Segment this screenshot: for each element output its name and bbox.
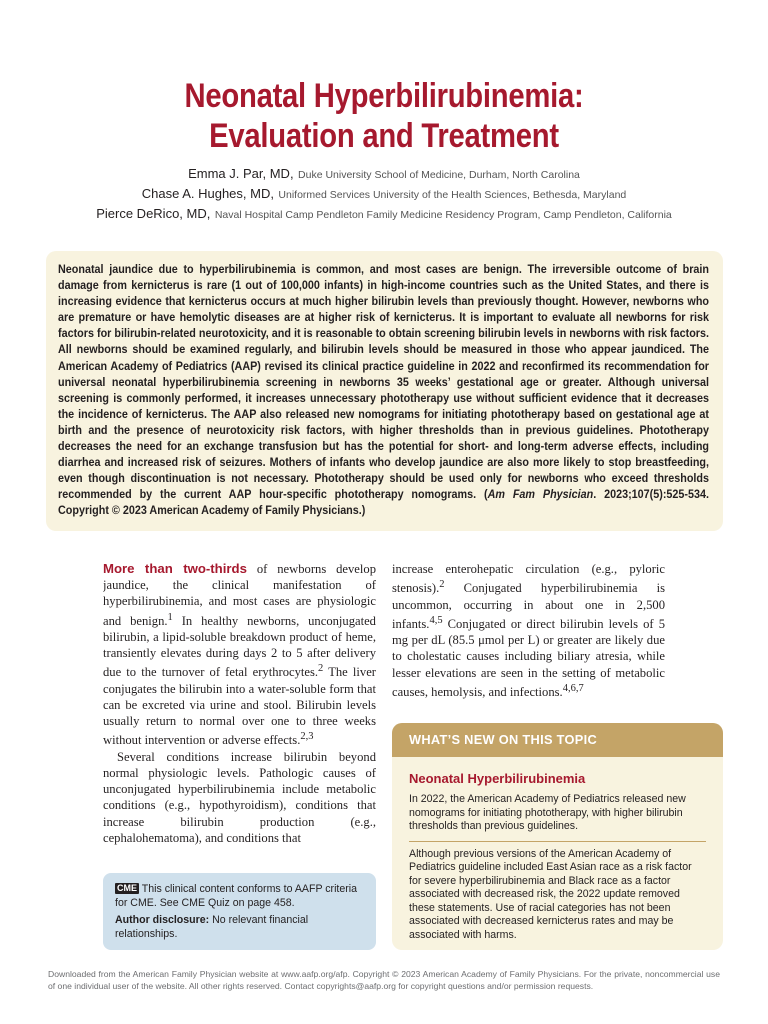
disclosure-label: Author disclosure:: [115, 913, 210, 926]
author-affiliation: Naval Hospital Camp Pendleton Family Medicine Residency Program, Camp Pendleton, California: [214, 209, 672, 221]
author-1: [0, 164, 768, 184]
author-disclosure: Author disclosure: No relevant financial relationships.: [115, 913, 309, 941]
citation-details: . 2023;107(5):525-534. Copyright © 2023 American Academy of Family Physicians.): [58, 488, 709, 518]
author-affiliation: Duke University School of Medicine, Durham, North Carolina: [298, 169, 580, 181]
body-paragraph: Several conditions increase bilirubin beyond normal physiologic levels. Pathologic causes of unconjugated hyperbilirubinemia include metabolic conditions (e.g., hypothyroidism), conditions that increase bilirubin production (e.g., cephalohematoma), and conditions that: [103, 749, 376, 845]
reference-marker: 4,6,7: [562, 682, 584, 694]
cme-badge: CME: [117, 883, 137, 893]
whats-new-box: [392, 723, 723, 950]
lead-in: More than two-thirds: [103, 561, 247, 576]
cme-statement: CME This clinical content conforms to AAFP criteria for CME. See CME Quiz on page 458.: [115, 883, 358, 910]
author-name: Chase A. Hughes, MD,: [141, 186, 274, 201]
divider: [409, 841, 706, 842]
whats-new-paragraph: Although previous versions of the American Academy of Pediatrics guideline included East Asian race as a risk factor for severe hyperbilirubinemia and Black race as a factor associated with decreased risk, the 2022 update removed these statements. Use of racial categories has not been associated with decreased kernicterus rates and may be associated with harms.: [409, 847, 692, 941]
body-column-right: [392, 561, 665, 711]
author-2: [0, 184, 768, 204]
reference-marker: 4,5: [429, 614, 443, 626]
citation-journal: Am Fam Physician: [487, 488, 594, 502]
whats-new-subtitle: Neonatal Hyperbilirubinemia: [409, 771, 586, 786]
title-line-1: Neonatal Hyperbilirubinemia:: [184, 77, 584, 115]
author-name: Pierce DeRico, MD,: [96, 206, 211, 221]
abstract-text: Neonatal jaundice due to hyperbilirubinemia is common, and most cases are benign. The irreversible outcome of brain damage from kernicterus is rare (1 out of 100,000 infants) in high-income countries such as the United States, and there is increasing evidence that kernicterus occurs at much higher bilirubin levels than previously thought. However, newborns who are premature or have hemolytic diseases are at higher risk of kernicterus. It is important to evaluate all newborns for risk factors for bilirubin-related neurotoxicity, and it is reasonable to obtain screening bilirubin levels in newborns with risk factors. All newborns should be examined regularly, and bilirubin levels should be measured in those who appear jaundiced. The American Academy of Pediatrics (AAP) revised its clinical practice guideline in 2022 and reconfirmed its recommendation for universal neonatal hyperbilirubinemia screening in newborns 35 weeks’ gestational age or greater. Although universal screening is commonly performed, it increases unnecessary phototherapy use without sufficient evidence that it decreases the incidence of kernicterus. The AAP also released new nomograms for initiating phototherapy based on gestational age at birth and the presence of neurotoxicity risk factors, with higher thresholds than in previous guidelines. Phototherapy decreases the need for an exchange transfusion but has the potential for short- and long-term adverse effects, including diarrhea and increased risk of seizures. Mothers of infants who develop jaundice are also more likely to stop breastfeeding, even though discontinuation is not necessary. Phototherapy should be used only for newborns who exceed thresholds recommended by the current AAP hour-specific phototherapy nomograms. (Am Fam Physician. 2023;107(5):525-534. Copyright © 2023 American Academy of Family Physicians.): [58, 263, 709, 518]
whats-new-paragraph: In 2022, the American Academy of Pediatrics released new nomograms for initiating phototherapy, with higher bilirubin thresholds than previous guidelines.: [409, 793, 686, 832]
body-paragraph: increase enterohepatic circulation (e.g., pyloric stenosis).$^2$ Conjugated hyperbilirubinemia is uncommon, occurring in about one in 2,500 infants.$^{4,5}$ Conjugated or direct bilirubin levels of 5 mg per dL (85.5 μmol per L) or greater are likely due to cholestatic causes including biliary atresia, while lesser elevations are seen in the setting of metabolic causes, hemolysis, and infections.$^{4,6,7}$: [392, 562, 665, 699]
cme-box: [103, 873, 376, 950]
reference-marker: 1: [167, 611, 173, 623]
author-affiliation: Uniformed Services University of the Health Sciences, Bethesda, Maryland: [278, 189, 627, 201]
title-line-2: Evaluation and Treatment: [209, 117, 559, 155]
author-3: [0, 204, 768, 224]
reference-marker: 2: [439, 579, 445, 591]
abstract-box: [46, 251, 723, 531]
article-title: [54, 76, 714, 156]
reference-marker: 2: [318, 663, 324, 675]
author-list: [0, 164, 768, 224]
author-name: Emma J. Par, MD,: [188, 166, 294, 181]
copyright-footer: Downloaded from the American Family Physician website at www.aafp.org/afp. Copyright © 2023 American Academy of Family Physicians. For the private, noncommercial use of one individual user of the website. All other rights reserved. Contact copyrights@aafp.org for copyright questions and/or permission requests.: [48, 969, 720, 991]
body-paragraph: More than two-thirds of newborns develop jaundice, the clinical manifestation of hyperbilirubinemia, and most cases are physiologic and benign.$^1$ In healthy newborns, unconjugated bilirubin, a lipid-soluble breakdown product of heme, transiently elevates during days 2 to 5 after delivery due to the turnover of fetal erythrocytes.$^2$ The liver conjugates the bilirubin into a water-soluble form that can be excreted via urine and stool. Bilirubin levels usually return to normal over one to three weeks without intervention or adverse effects.$^{2,3}$: [103, 561, 376, 748]
whats-new-header: WHAT’S NEW ON THIS TOPIC: [392, 723, 723, 757]
reference-marker: 2,3: [300, 731, 314, 743]
body-column-left: [103, 561, 376, 861]
